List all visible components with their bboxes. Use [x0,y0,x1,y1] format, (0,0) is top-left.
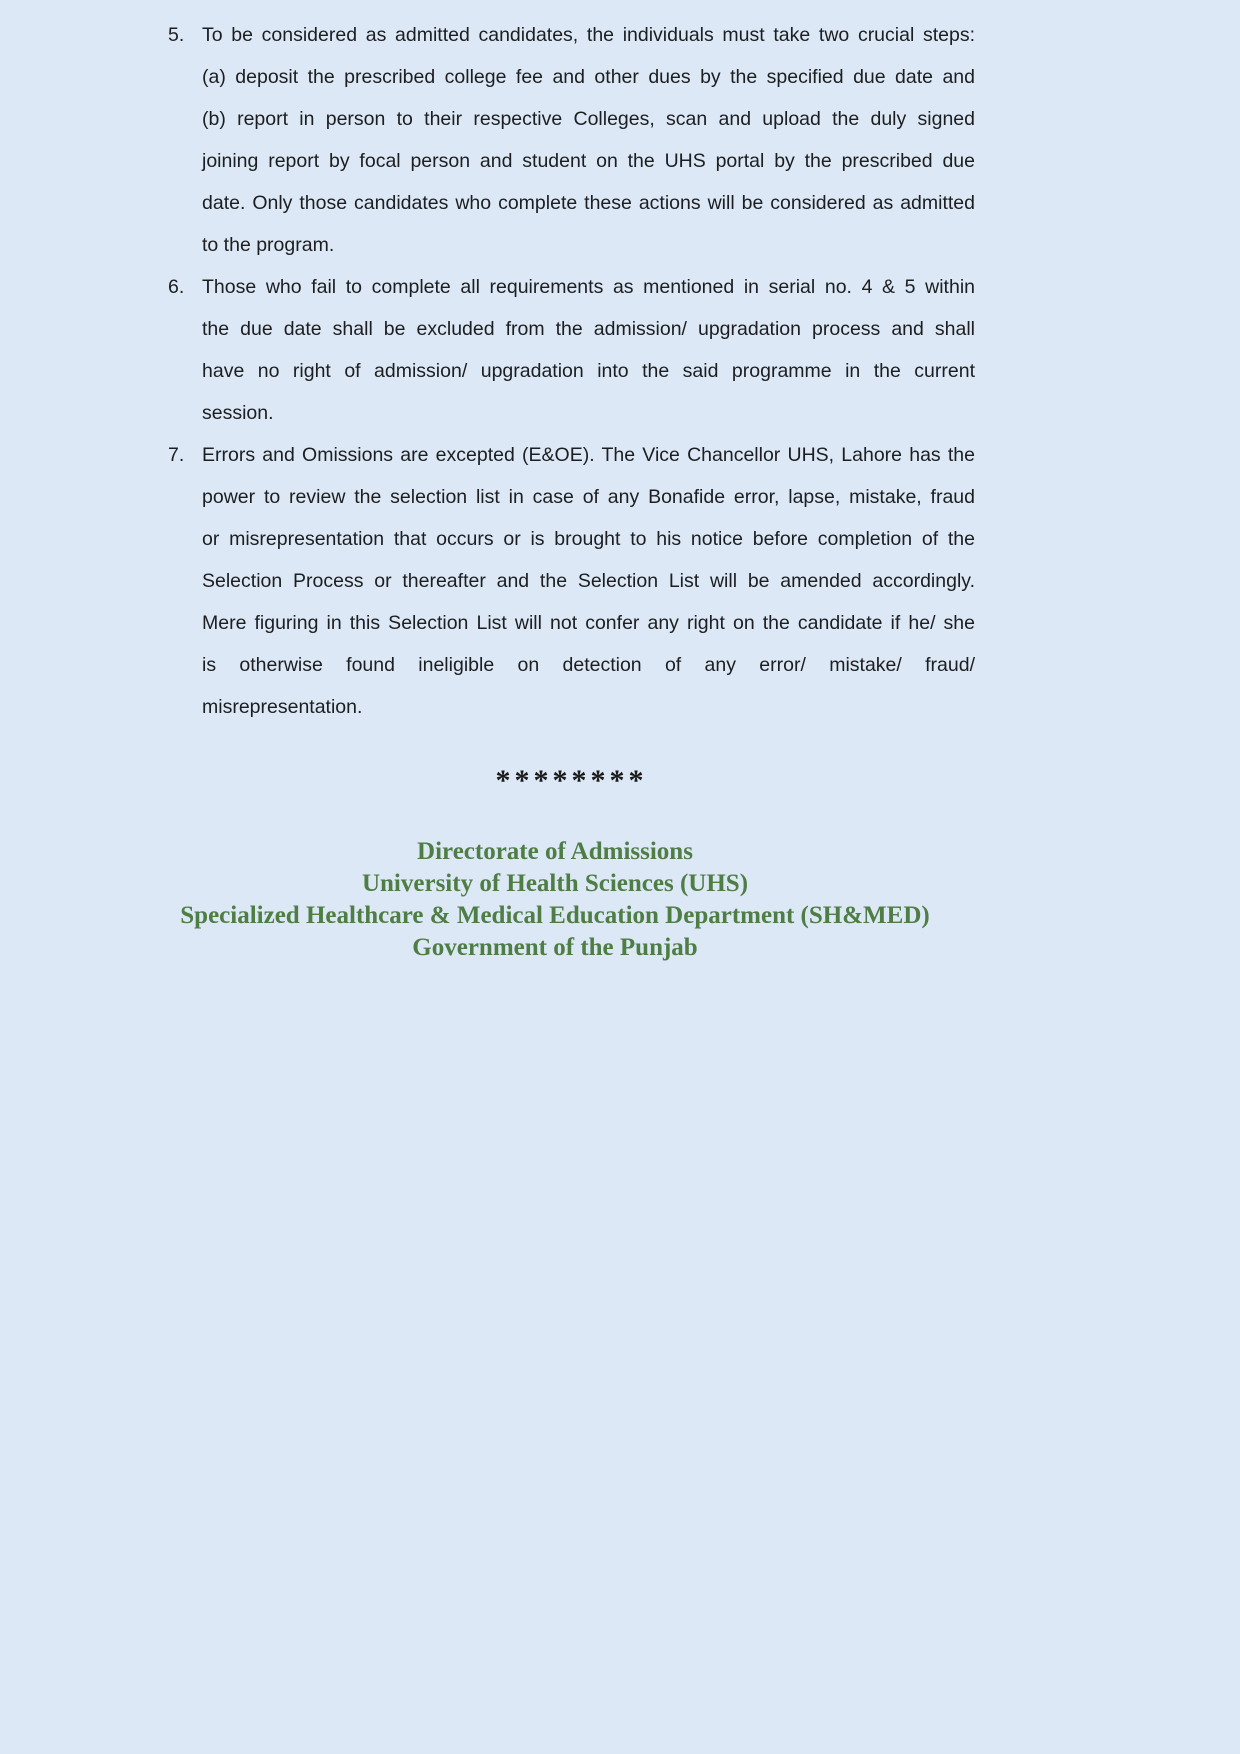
list-item-6 [168,266,975,434]
signature-line: Directorate of Admissions [417,838,693,865]
list-item-7 [168,434,975,728]
text-line: to the program. [202,234,335,256]
text-line: or misrepresentation that occurs or is brought to his notice before completion of the [202,528,975,550]
text-line: (b) report in person to their respective Colleges, scan and upload the duly signed [202,108,975,130]
list-item-number: 7. [168,444,185,466]
text-line: session. [202,402,274,424]
list-item-text [202,14,975,266]
list-item-text [202,434,975,728]
text-line: Errors and Omissions are excepted (E&OE). The Vice Chancellor UHS, Lahore has the [202,444,975,466]
text-line: To be considered as admitted candidates, the individuals must take two crucial steps: [202,24,975,46]
text-line: is otherwise found ineligible on detection of any error/ mistake/ fraud/ [202,654,975,676]
text-line: Selection Process or thereafter and the Selection List will be amended accordingly. [202,570,975,592]
separator-asterisks: ******** [495,764,648,797]
text-line: the due date shall be excluded from the admission/ upgradation process and shall [202,318,975,340]
list-item-5 [168,14,975,266]
text-line: power to review the selection list in case of any Bonafide error, lapse, mistake, fraud [202,486,975,508]
text-line: misrepresentation. [202,696,363,718]
signature-line: University of Health Sciences (UHS) [361,870,749,897]
signature-block [0,836,1110,964]
signature-line: Government of the Punjab [412,934,698,961]
list-item-number: 5. [168,24,185,46]
signature-line: Specialized Healthcare & Medical Education Department (SH&MED) [180,902,930,929]
text-line: have no right of admission/ upgradation into the said programme in the current [202,360,975,382]
text-line: Those who fail to complete all requirements as mentioned in serial no. 4 & 5 within [202,276,975,298]
text-line: Mere figuring in this Selection List will not confer any right on the candidate if he/ she [202,612,975,634]
text-line: date. Only those candidates who complete these actions will be considered as admitted [202,192,975,214]
list-item-number: 6. [168,276,185,298]
text-line: joining report by focal person and student on the UHS portal by the prescribed due [202,150,975,172]
numbered-list [168,0,975,796]
text-line: (a) deposit the prescribed college fee and other dues by the specified due date and [202,66,975,88]
list-item-text [202,266,975,434]
